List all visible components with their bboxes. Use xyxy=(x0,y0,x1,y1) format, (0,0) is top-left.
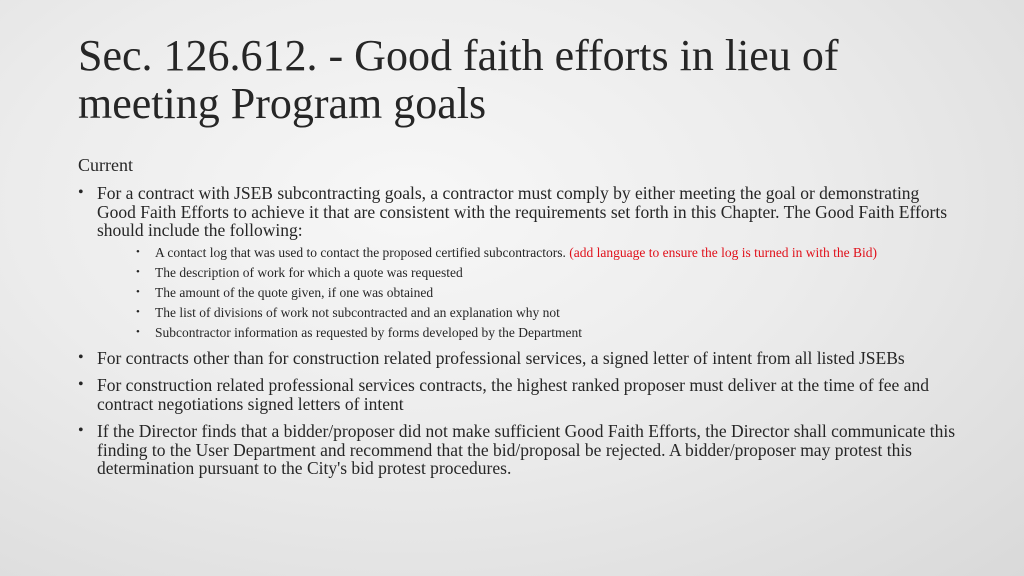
bullet-text: For a contract with JSEB subcontracting goals, a contractor must comply by either meeting the goal or demonstrating Good Faith Efforts to achieve it that are consistent with the requirements set forth in this Chapter. The Good Faith Efforts should include the following: xyxy=(97,183,948,240)
sub-bullet-item xyxy=(97,285,958,300)
bullet-item xyxy=(78,349,958,368)
sub-bullet-list xyxy=(97,245,958,340)
bullet-text: For contracts other than for construction related professional services, a signed letter of intent from all listed JSEBs xyxy=(97,347,905,368)
sub-bullet-icon: • xyxy=(136,285,140,298)
sub-bullet-icon: • xyxy=(136,265,140,278)
sub-bullet-icon: • xyxy=(136,245,140,258)
sub-bullet-icon: • xyxy=(136,305,140,318)
bullet-item xyxy=(78,184,958,340)
bullet-icon: • xyxy=(78,376,84,393)
bullet-item xyxy=(78,422,958,478)
sub-bullet-text: The list of divisions of work not subcontracted and an explanation why not xyxy=(155,304,560,320)
sub-bullet-item xyxy=(97,265,958,280)
bullet-item xyxy=(78,376,958,413)
sub-bullet-text: The description of work for which a quote was requested xyxy=(155,264,463,280)
sub-bullet-note: (add language to ensure the log is turned in with the Bid) xyxy=(569,244,878,260)
bullet-text: For construction related professional services contracts, the highest ranked proposer must deliver at the time of fee and contract negotiations signed letters of intent xyxy=(97,375,929,414)
bullet-icon: • xyxy=(78,184,84,201)
bullet-list xyxy=(78,184,958,487)
bullet-icon: • xyxy=(78,348,84,366)
sub-bullet-text: The amount of the quote given, if one was obtained xyxy=(155,284,434,300)
bullet-icon: • xyxy=(78,422,84,439)
sub-bullet-item xyxy=(97,305,958,320)
bullet-text: If the Director finds that a bidder/proposer did not make sufficient Good Faith Efforts, the Director shall communicate this finding to the User Department and recommend that the bid/proposal be rejected. A bidder/proposer may protest this determination pursuant to the City's bid protest procedures. xyxy=(97,421,956,478)
sub-bullet-text: Subcontractor information as requested by forms developed by the Department xyxy=(155,324,582,340)
section-label: Current xyxy=(78,155,133,175)
sub-bullet-icon: • xyxy=(136,325,140,338)
slide-title: Sec. 126.612. - Good faith efforts in lieu of meeting Program goals xyxy=(78,31,839,128)
sub-bullet-item xyxy=(97,325,958,340)
sub-bullet-item xyxy=(97,245,958,260)
sub-bullet-text: A contact log that was used to contact the proposed certified subcontractors. xyxy=(155,244,570,260)
